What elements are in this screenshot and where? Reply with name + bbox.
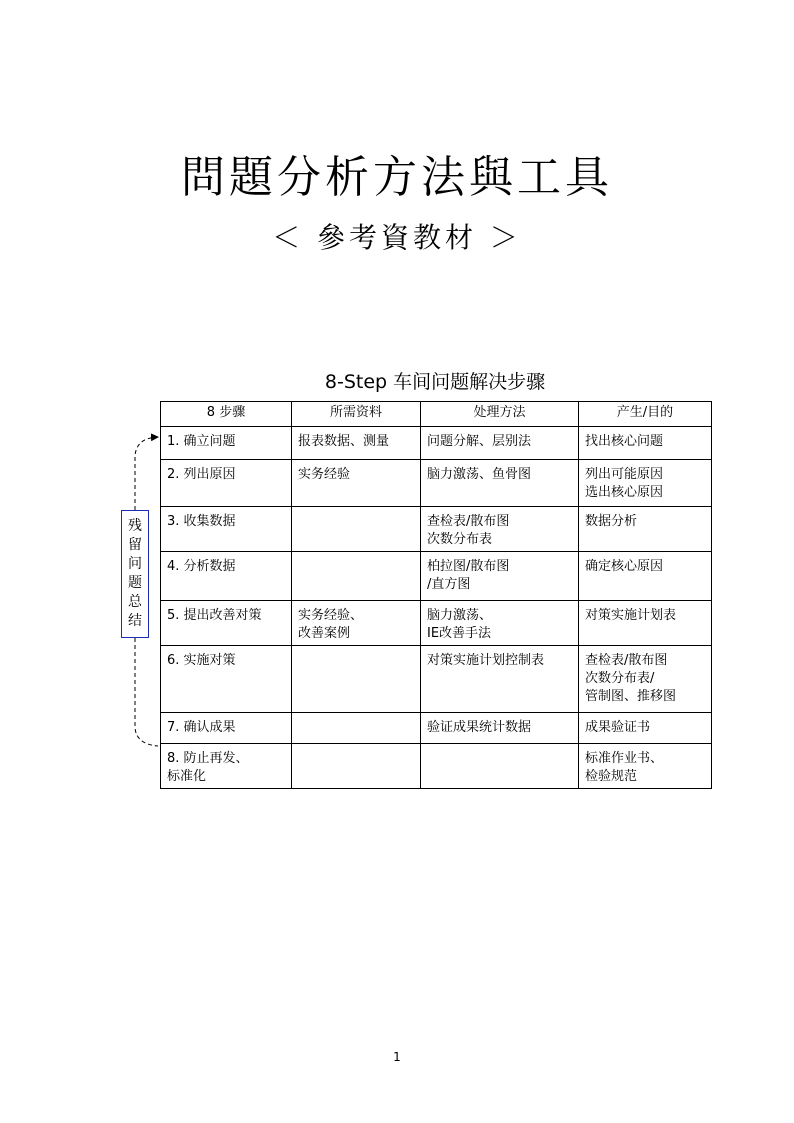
cell-text: 数据分析 [585,514,638,529]
cell-text: 对策实施计划控制表 [427,653,545,668]
cell-text: 脑力激荡、鱼骨图 [427,467,532,482]
side-label-char: 残 [128,518,142,534]
table-caption: 8-Step 车间问题解决步骤 [324,371,546,393]
cell-text: 7. 确认成果 [167,720,236,735]
header-output: 产生/目的 [579,402,712,427]
cell-text: 成果验证书 [585,720,651,735]
cell-text: 查检表/散布图 [585,653,668,668]
cell-text: 5. 提出改善对策 [167,608,262,623]
cell-text: 标准化 [167,769,207,784]
side-label-char: 问 [128,556,142,572]
header-step: 8 步骤 [161,402,292,427]
cell-text: 问题分解、层别法 [427,434,532,449]
cell-text: 6. 实施对策 [167,653,236,668]
cell-text: /直方图 [427,577,471,592]
cell-text: 4. 分析数据 [167,559,236,574]
cell-text: 列出可能原因 [585,467,664,482]
side-label-char: 结 [128,613,142,629]
cell-text: 确定核心原因 [585,559,664,574]
cell-text: 验证成果统计数据 [427,720,532,735]
page-number: 1 [393,1050,401,1064]
document-subtitle: ＜ 參考資教材 ＞ [272,221,522,254]
cell-text: 2. 列出原因 [167,467,236,482]
cell-text: 3. 收集数据 [167,514,236,529]
header-required-data: 所需资料 [292,402,421,427]
document-title: 問題分析方法與工具 [181,152,613,203]
side-label-char: 留 [128,537,142,553]
header-method: 处理方法 [421,402,579,427]
cell-text: 改善案例 [298,626,351,641]
cell-text: 柏拉图/散布图 [427,559,510,574]
cell-text: 标准作业书、 [585,751,664,766]
cell-text: 查检表/散布图 [427,514,510,529]
cell-text: 实务经验、 [298,608,364,623]
side-label-char: 题 [128,575,142,591]
cell-text: 1. 确立问题 [167,434,236,449]
cell-text: IE改善手法 [427,626,492,641]
side-label-char: 总 [128,594,142,610]
cell-text: 选出核心原因 [585,485,664,500]
cell-text: 8. 防止再发、 [167,751,249,766]
cell-text: 管制图、推移图 [585,689,677,704]
cell-text: 次数分布表 [427,532,493,547]
cell-text: 脑力激荡、 [427,608,493,623]
cell-text: 检验规范 [585,769,638,784]
cell-text: 次数分布表/ [585,671,655,686]
cell-text: 实务经验 [298,467,351,482]
cell-text: 找出核心问题 [585,434,664,449]
cell-text: 报表数据、测量 [298,434,390,449]
cell-text: 对策实施计划表 [585,608,677,623]
